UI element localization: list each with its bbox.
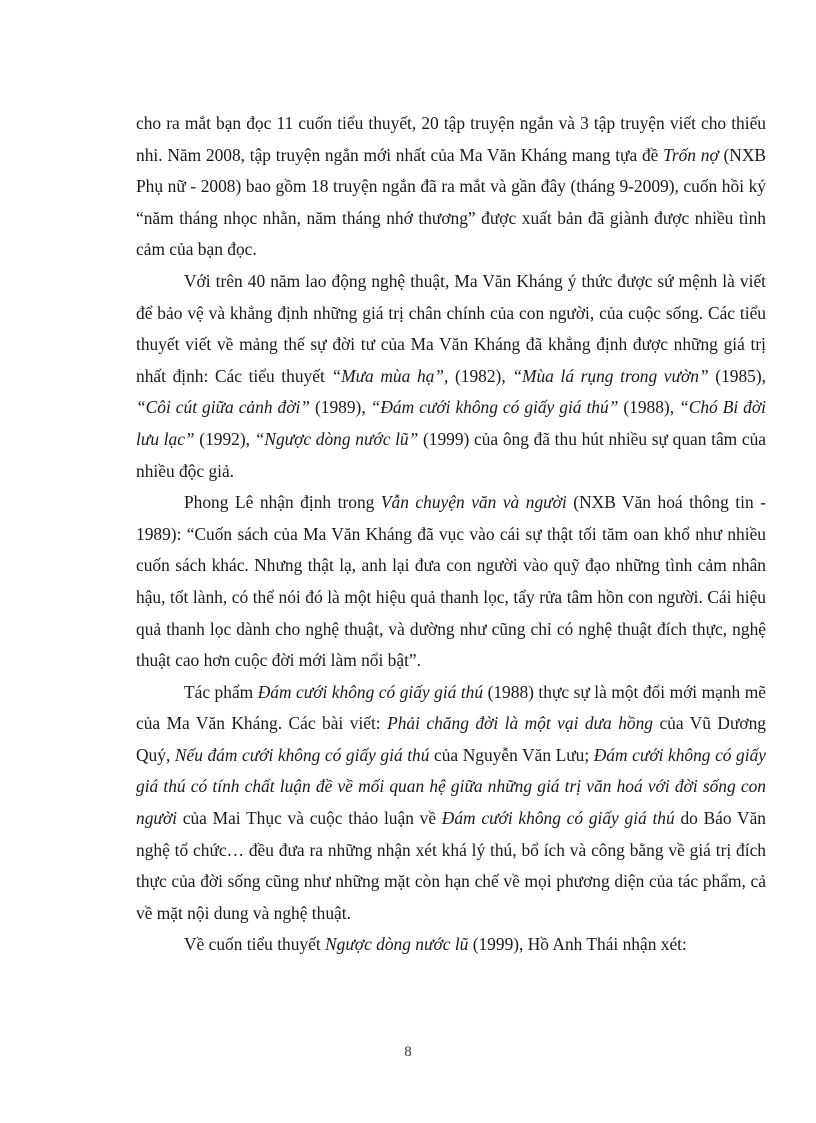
text-run: (1982), (448, 365, 513, 386)
italic-title: Đám cưới không có giấy giá thú có tính chất luận đề về mối quan hệ giữa những giá trị văn hoá với đời sống con người (136, 744, 766, 829)
italic-title: Ngược dòng nước lũ (325, 934, 469, 955)
text-run: Với trên 40 năm lao động nghệ thuật, Ma Văn Kháng ý thức được sứ mệnh là viết để bảo vệ và khẳng định những giá trị chân chính của con người, của cuộc sống. Các tiểu thuyết viết về mảng thế sự đời tư của Ma Văn Kháng đã khẳng định được những giá trị nhất định: Các tiểu thuyết (136, 270, 766, 386)
body-text (136, 108, 766, 961)
paragraph (136, 487, 766, 677)
italic-title: Đám cưới không có giấy giá thú (441, 808, 675, 829)
text-run: (1989), (309, 397, 371, 418)
italic-title: “Đám cưới không có giấy giá thú” (370, 397, 619, 418)
italic-title: Nếu đám cưới không có giấy giá thú (174, 744, 430, 765)
italic-title: Trốn nợ (663, 144, 719, 165)
italic-title: “Côi cút giữa cảnh đời” (136, 397, 310, 418)
text-run: (1988) thực sự là một đổi mới mạnh mẽ của Ma Văn Kháng. Các bài viết: (136, 681, 766, 734)
text-run: cho ra mắt bạn đọc 11 cuốn tiểu thuyết, 20 tập truyện ngắn và 3 tập truyện viết cho thiếu nhi. Năm 2008, tập truyện ngắn mới nhất của Ma Văn Kháng mang tựa đề (136, 113, 766, 165)
italic-title: “Chó Bi đời lưu lạc” (136, 397, 766, 449)
text-run: Tác phẩm (184, 681, 258, 702)
text-run: của Vũ Dương Quý, (136, 713, 767, 765)
italic-title: Vẫn chuyện văn và người (380, 492, 567, 513)
italic-title: “Ngược dòng nước lũ” (254, 428, 419, 449)
text-run: của Nguyễn Văn Lưu; (429, 744, 594, 765)
text-run: của Mai Thục và cuộc thảo luận về (177, 808, 442, 829)
italic-title: “Mưa mùa hạ”, (331, 365, 449, 386)
text-run: (1988), (618, 397, 680, 418)
paragraph (136, 929, 766, 961)
italic-title: Phải chăng đời là một vại dưa hồng (387, 713, 653, 734)
text-run: do Báo Văn nghệ tổ chức… đều đưa ra những nhận xét khá lý thú, bổ ích và công bằng về giá trị đích thực của đời sống cũng như những mặt còn hạn chế về mọi phương diện của tác phẩm, cả về mặt nội dung và nghệ thuật. (136, 808, 766, 923)
text-run: (NXB Văn hoá thông tin - 1989): “Cuốn sách của Ma Văn Kháng đã vục vào cái sự thật tối tăm oan khổ như nhiều cuốn sách khác. Nhưng thật lạ, anh lại đưa con người vào quỹ đạo những tình cảm nhân hậu, tốt lành, có thể nói đó là một hiệu quả thanh lọc, tẩy rửa tâm hồn con người. Cái hiệu quả thanh lọc dành cho nghệ thuật, và dường như cũng chỉ có nghệ thuật đích thực, nghệ thuật cao hơn cuộc đời mới làm nổi bật”. (136, 492, 766, 671)
paragraph (136, 108, 766, 266)
text-run: Về cuốn tiểu thuyết (184, 934, 326, 955)
text-run: (1992), (194, 428, 255, 449)
text-run: (1999), Hồ Anh Thái nhận xét: (468, 934, 687, 955)
text-run: (1985), (708, 365, 766, 386)
paragraph (136, 677, 766, 930)
italic-title: Đám cưới không có giấy giá thú (257, 681, 484, 702)
text-run: (1999) của ông đã thu hút nhiều sự quan tâm của nhiều độc giả. (136, 428, 766, 481)
italic-title: “Mùa lá rụng trong vườn” (512, 365, 709, 386)
text-run: (NXB Phụ nữ - 2008) bao gồm 18 truyện ngắn đã ra mắt và gần đây (tháng 9-2009), cuốn hồi ký “năm tháng nhọc nhằn, năm tháng nhớ thương” được xuất bản đã giành được nhiều tình cảm của bạn đọc. (136, 144, 766, 260)
paragraph (136, 266, 766, 487)
text-run: Phong Lê nhận định trong (184, 492, 381, 513)
page-number: 8 (404, 1044, 412, 1060)
